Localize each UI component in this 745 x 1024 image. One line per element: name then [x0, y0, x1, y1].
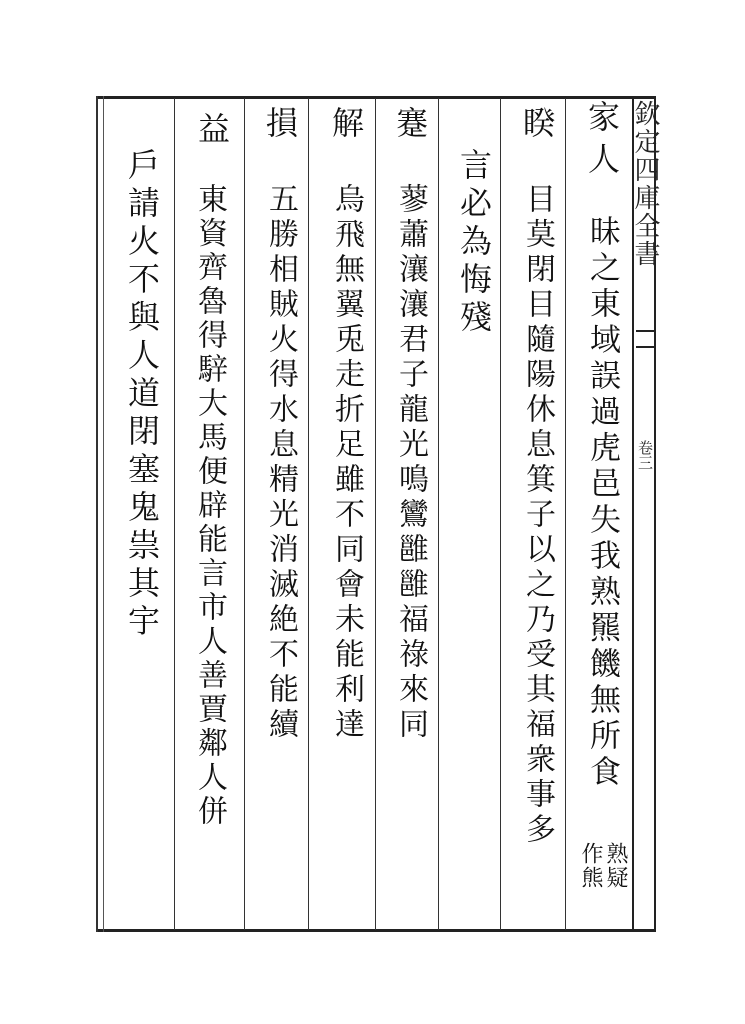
- verse-text: 目莫閉目隨陽休息箕子以之乃受其福衆事多: [520, 183, 555, 848]
- page-frame: [96, 96, 656, 932]
- column-rule: [308, 98, 309, 930]
- hexagram-name: 蹇: [391, 106, 429, 148]
- column-rule: [244, 98, 245, 930]
- verse-text: 東資齊魯得騂大馬便辟能言市人善賈鄰人併: [192, 183, 227, 829]
- margin-volume-label: 卷三: [636, 440, 654, 470]
- annotation-note: 作熊: [578, 842, 603, 890]
- annotation-note: 熟疑: [603, 842, 628, 890]
- column-rule: [438, 98, 439, 930]
- frame-left-rule-inner: [103, 96, 104, 932]
- hexagram-name: 睽: [518, 106, 556, 148]
- frame-left-rule: [96, 96, 98, 932]
- verse-text: 戶請火不與人道閉塞鬼祟其宇: [123, 148, 161, 642]
- column-rule: [375, 98, 376, 930]
- verse-text: 言必為悔殘: [455, 148, 493, 338]
- fishtail-mark: [636, 330, 654, 348]
- verse-text: 五勝相賊火得水息精光消滅絶不能續: [263, 183, 298, 743]
- hexagram-name: 解: [327, 106, 365, 148]
- margin-book-title: 欽定四庫全書: [630, 100, 660, 268]
- hexagram-name: 家人: [583, 100, 621, 184]
- column-rule: [174, 98, 175, 930]
- verse-text: 烏飛無翼兎走折足雖不同會未能利達: [329, 183, 364, 743]
- column-rule: [565, 98, 566, 930]
- hexagram-name: 損: [261, 106, 299, 148]
- verse-text: 昧之東域誤過虎邑失我熟羆饑無所食: [584, 215, 620, 791]
- verse-text: 蓼蕭瀼瀼君子龍光鳴鸞雝雝福祿來同: [393, 183, 428, 743]
- column-rule: [500, 98, 501, 930]
- hexagram-name: 益: [193, 112, 231, 154]
